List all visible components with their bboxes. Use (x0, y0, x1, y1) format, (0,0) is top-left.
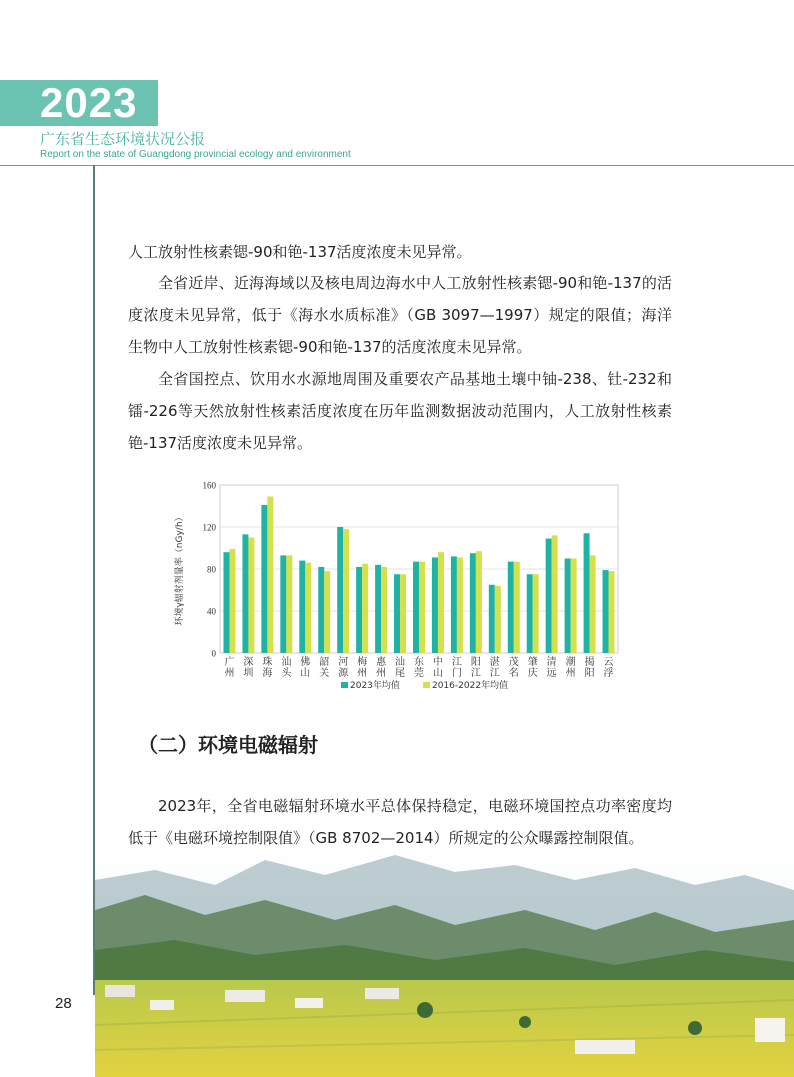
x-tick-label-char: 莞 (414, 668, 424, 679)
x-tick-label-char: 江 (470, 668, 481, 679)
x-tick-label-char: 远 (546, 668, 557, 679)
x-tick-label-char: 汕 (395, 657, 406, 668)
bar-2023 (356, 567, 362, 653)
bar-2023 (584, 533, 590, 653)
paragraph-1: 人工放射性核素锶-90和铯-137活度浓度未见异常。 (128, 243, 472, 261)
bar-2016-2022 (305, 563, 311, 653)
x-tick-label-char: 惠 (376, 657, 387, 668)
x-tick-label-char: 珠 (262, 657, 273, 668)
x-tick-label-char: 河 (338, 657, 349, 668)
x-tick-label-char: 清 (546, 657, 557, 668)
x-tick-label-char: 州 (224, 668, 235, 679)
bar-2023 (299, 561, 305, 653)
y-tick-label: 40 (207, 606, 216, 617)
x-tick-label-char: 头 (281, 668, 292, 679)
x-tick-label-char: 揭 (584, 657, 595, 668)
bar-2016-2022 (248, 538, 254, 654)
x-tick-label-char: 中 (432, 657, 443, 668)
bar-2023 (394, 574, 400, 653)
legend-swatch-2023 (341, 682, 348, 688)
x-tick-label-char: 圳 (243, 668, 254, 679)
x-tick-label-char: 韶 (319, 657, 330, 668)
bar-2016-2022 (457, 557, 463, 653)
bar-2023 (413, 562, 419, 653)
bar-2023 (508, 562, 514, 653)
bar-2016-2022 (324, 571, 330, 653)
y-tick-label: 0 (211, 648, 216, 659)
bar-2016-2022 (476, 551, 482, 653)
x-tick-label-char: 名 (508, 668, 519, 679)
x-tick-label-char: 浮 (603, 668, 614, 679)
bar-2023 (451, 556, 457, 653)
bar-2016-2022 (533, 574, 539, 653)
bar-2023 (242, 534, 248, 653)
x-tick-label-char: 肇 (527, 657, 538, 668)
x-tick-label-char: 江 (489, 668, 500, 679)
y-tick-label: 120 (202, 522, 216, 533)
bar-2016-2022 (514, 562, 520, 653)
bar-2023 (280, 555, 286, 653)
x-tick-label-char: 庆 (527, 668, 538, 679)
x-tick-label-char: 阳 (584, 668, 595, 679)
legend-label: 2023年均值 (350, 681, 400, 691)
bar-2023 (489, 585, 495, 653)
x-tick-label-char: 州 (376, 668, 387, 679)
y-tick-label: 80 (207, 564, 216, 575)
bar-2023 (261, 505, 267, 653)
header-divider (0, 165, 794, 166)
bar-2016-2022 (286, 555, 292, 653)
bar-2023 (546, 539, 552, 653)
bar-2016-2022 (571, 559, 577, 654)
bar-2016-2022 (419, 562, 425, 653)
x-tick-label-char: 广 (224, 657, 235, 668)
bar-2016-2022 (609, 571, 615, 653)
x-tick-label-char: 潮 (565, 657, 576, 668)
bar-2016-2022 (590, 555, 596, 653)
report-title-cn: 广东省生态环境状况公报 (40, 130, 206, 148)
x-tick-label-char: 关 (319, 668, 330, 679)
report-title-en: Report on the state of Guangdong provincial ecology and environment (40, 149, 351, 160)
x-tick-label-char: 江 (451, 657, 462, 668)
bar-2023 (603, 570, 609, 653)
bar-2023 (375, 565, 381, 653)
x-tick-label-char: 茂 (508, 657, 519, 668)
x-tick-label-char: 阳 (470, 657, 481, 668)
x-tick-label-char: 深 (243, 657, 254, 668)
bar-2023 (432, 557, 438, 653)
x-tick-label-char: 门 (451, 668, 462, 679)
x-tick-label-char: 山 (432, 668, 443, 679)
bar-2016-2022 (362, 564, 368, 653)
y-tick-label: 160 (202, 480, 216, 491)
report-year: 2023 (40, 79, 138, 126)
x-tick-label-char: 海 (262, 668, 273, 679)
x-tick-label-char: 源 (338, 668, 349, 679)
landscape-illustration (95, 850, 794, 1077)
x-tick-label-char: 佛 (300, 657, 311, 668)
x-tick-label-char: 州 (565, 668, 576, 679)
bar-2016-2022 (438, 552, 444, 653)
x-tick-label-char: 州 (357, 668, 368, 679)
x-tick-label-char: 东 (414, 657, 424, 668)
bar-2016-2022 (343, 529, 349, 653)
bar-2023 (318, 567, 324, 653)
legend-label: 2016-2022年均值 (432, 681, 509, 691)
bar-2016-2022 (381, 567, 387, 653)
x-tick-label-char: 汕 (281, 657, 292, 668)
legend-swatch-2016-2022 (423, 682, 430, 688)
chart-svg (165, 472, 625, 702)
bar-2023 (565, 559, 571, 654)
bar-2016-2022 (400, 574, 406, 653)
paragraph-2: 全省近岸、近海海域以及核电周边海水中人工放射性核素锶-90和铯-137的活度浓度未见异常，低于《海水水质标准》（GB 3097—1997）规定的限值；海洋生物中人工放射性核素锶-90和铯-137的活度浓度未见异常。 (128, 274, 672, 356)
x-tick-label-char: 山 (300, 668, 311, 679)
bar-2023 (470, 553, 476, 653)
x-tick-label-char: 梅 (357, 657, 368, 668)
x-tick-label-char: 尾 (395, 668, 406, 679)
x-tick-label-char: 云 (603, 657, 614, 668)
bar-2016-2022 (552, 535, 558, 653)
y-axis-label: 环境γ辐射剂量率（nGy/h） (175, 512, 185, 626)
paragraph-4: 2023年，全省电磁辐射环境水平总体保持稳定，电磁环境国控点功率密度均低于《电磁环境控制限值》（GB 8702—2014）所规定的公众曝露控制限值。 (128, 797, 672, 847)
bar-2016-2022 (229, 549, 235, 653)
x-tick-label-char: 湛 (489, 657, 500, 668)
section-title: （二）环境电磁辐射 (138, 733, 318, 757)
page-number: 28 (55, 995, 72, 1012)
bar-2023 (527, 574, 533, 653)
bar-2016-2022 (267, 497, 273, 653)
bar-2023 (223, 552, 229, 653)
landscape-photo (95, 850, 794, 1077)
bar-2016-2022 (495, 586, 501, 653)
radiation-chart (165, 472, 625, 702)
bar-2023 (337, 527, 343, 653)
paragraph-3: 全省国控点、饮用水水源地周围及重要农产品基地土壤中铀-238、钍-232和镭-226等天然放射性核素活度浓度在历年监测数据波动范围内，人工放射性核素铯-137活度浓度未见异常。 (128, 370, 672, 452)
